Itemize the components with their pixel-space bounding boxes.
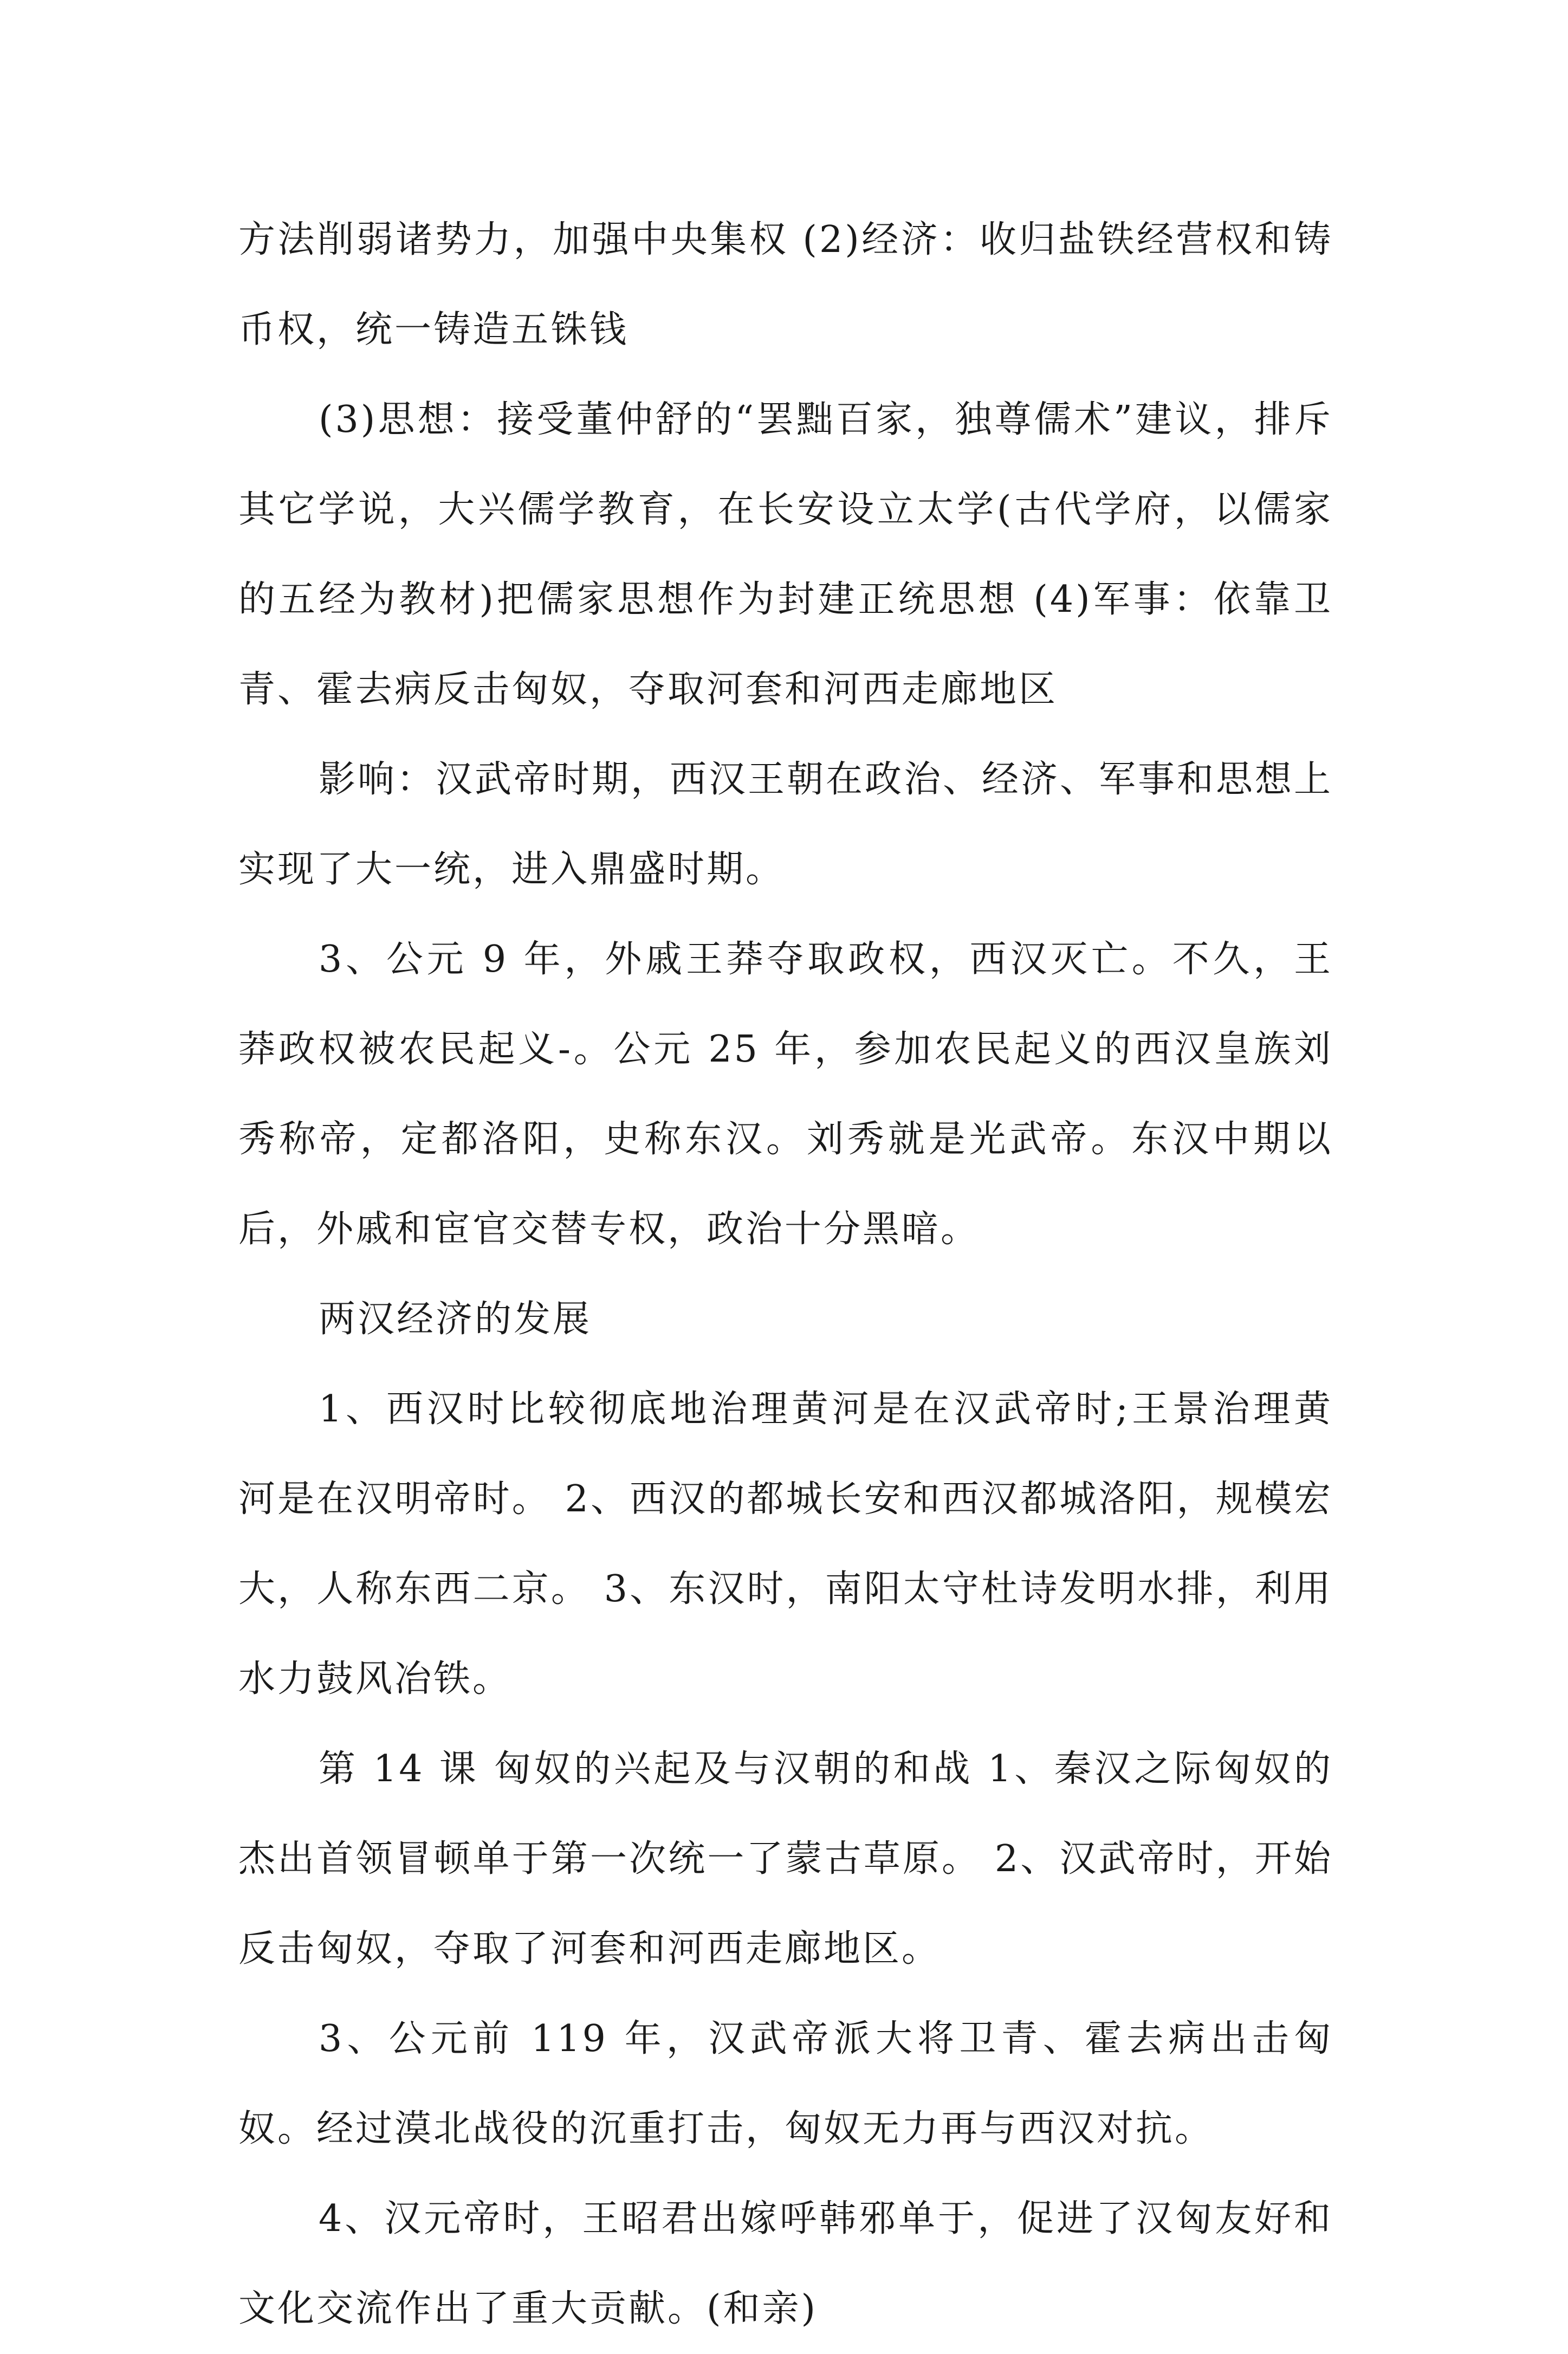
paragraph: 影响：汉武帝时期，西汉王朝在政治、经济、军事和思想上实现了大一统，进入鼎盛时期。 xyxy=(238,758,1333,891)
section-heading: 两汉经济的发展 xyxy=(319,1298,592,1341)
paragraph: 3、公元 9 年，外戚王莽夺取政权，西汉灭亡。不久，王莽政权被农民起义-。公元 25 年，参加农民起义的西汉皇族刘秀称帝，定都洛阳，史称东汉。刘秀就是光武帝。东汉中期以后，外戚和宦官交替专权，政治十分黑暗。 xyxy=(238,938,1333,1251)
paragraph: (3)思想：接受董仲舒的“罢黜百家，独尊儒术”建议，排斥其它学说，大兴儒学教育，在长安设立太学(古代学府，以儒家的五经为教材)把儒家思想作为封建正统思想 (4)军事：依靠卫青、霍去病反击匈奴，夺取河套和河西走廊地区 xyxy=(238,398,1333,711)
paragraph: 4、汉元帝时，王昭君出嫁呼韩邪单于，促进了汉匈友好和文化交流作出了重大贡献。(和亲) xyxy=(238,2197,1333,2330)
paragraph: 第 14 课 匈奴的兴起及与汉朝的和战 1、秦汉之际匈奴的杰出首领冒顿单于第一次统一了蒙古草原。 2、汉武帝时，开始反击匈奴，夺取了河套和河西走廊地区。 xyxy=(238,1748,1333,1970)
paragraph: 1、西汉时比较彻底地治理黄河是在汉武帝时;王景治理黄河是在汉明帝时。 2、西汉的都城长安和西汉都城洛阳，规模宏大，人称东西二京。 3、东汉时，南阳太守杜诗发明水排，利用水力鼓风冶铁。 xyxy=(238,1388,1333,1700)
paragraph: 方法削弱诸势力，加强中央集权 (2)经济：收归盐铁经营权和铸币权，统一铸造五铢钱 xyxy=(238,218,1333,351)
document-body xyxy=(238,195,1333,2354)
paragraph: 3、公元前 119 年，汉武帝派大将卫青、霍去病出击匈奴。经过漠北战役的沉重打击，匈奴无力再与西汉对抗。 xyxy=(238,2017,1333,2150)
